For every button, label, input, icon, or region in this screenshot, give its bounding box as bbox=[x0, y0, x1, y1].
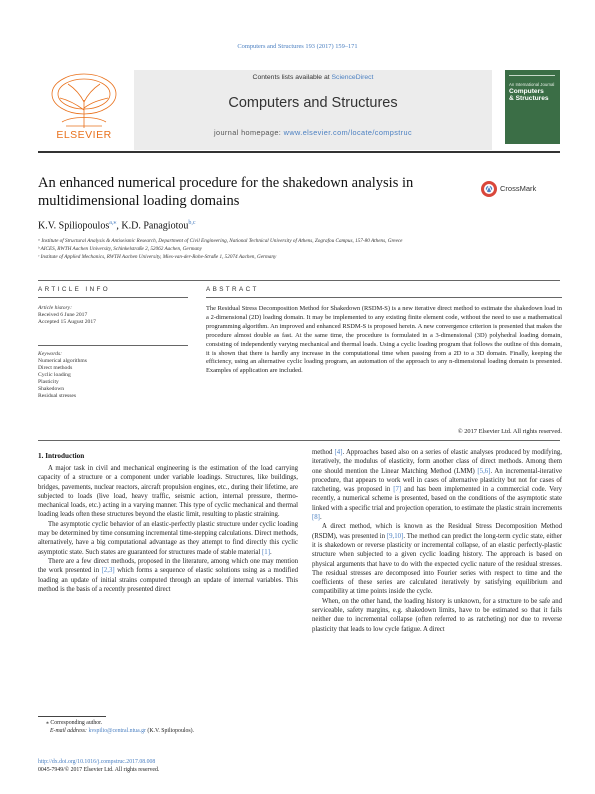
keywords-block bbox=[38, 351, 188, 400]
header-rule bbox=[38, 151, 560, 153]
abstract-text: The Residual Stress Decomposition Method for Shakedown (RSDM-S) is a new iterative direct method to estimate the shakedown load in a 2-dimensional (2D) loading domain. It may be implemented to any existing finite element code, without the need to use a mathematical programming algorithm. An improved and enhanced RSDM-S is proposed herein. A new convergence criterion is presented that makes the procedure almost double as fast. At the same time, the procedure is formulated in a 3-dimensional (3D) polyhedral loading domain, consisting of independently varying mechanical and thermal loads. Using a cyclic loading program that follows the outline of this domain, it is shown that there is hardly any increase in the computational time when passing from a 2D to a 3D domain. Finally, keeping the efficiency, using an alternative cyclic loading program, an automation of the approach to any n-dimensional loading domain is presented. Examples of application are included. bbox=[206, 305, 562, 375]
received-date: Received 6 June 2017 bbox=[38, 312, 88, 318]
paragraph-text: . An incremental-iterative procedure, that appears to work well in cases of alternative plasticity but not for cases of ratcheting, was proposed in bbox=[312, 467, 562, 494]
keywords-label: Keywords: bbox=[38, 351, 63, 357]
keyword: Shakedown bbox=[38, 386, 65, 392]
sciencedirect-link[interactable]: ScienceDirect bbox=[331, 74, 374, 81]
paragraph-text: and has been implemented in a commercial code. Very recently, a numerical scheme is presented, based on the conditions of the asymptotic state linked with a specific trial and projection operation, to estimate the plastic strain increments bbox=[312, 486, 562, 512]
keyword: Cyclic loading bbox=[38, 372, 71, 378]
keyword: Plasticity bbox=[38, 379, 59, 385]
footnote bbox=[38, 719, 298, 735]
email-link[interactable]: kvspilio@central.ntua.gr bbox=[88, 728, 146, 734]
paragraph: When, on the other hand, the loading history is unknown, for a structure to be safe and serviceable, safety margins, e.g. shakedown limits, have to be estimated so that it fails neither due to incremental collapse (often referred to as ratcheting) nor due to reverse plasticity that leads to low cycle fatigue. A direct bbox=[312, 597, 562, 633]
journal-reference[interactable]: Computers and Structures 193 (2017) 159–171 bbox=[237, 43, 358, 50]
cover-title-line-2: & Structures bbox=[509, 95, 549, 102]
citation-link[interactable]: [1] bbox=[262, 548, 270, 556]
footnote-rule bbox=[38, 716, 106, 717]
affiliation: ᶜ Institute of Applied Mechanics, RWTH Aachen University, Mies-van-der-Rohe-Straße 1, 52074 Aachen, Germany bbox=[38, 254, 277, 260]
section-rule bbox=[38, 440, 560, 441]
contents-prefix: Contents lists available at bbox=[252, 74, 332, 81]
citation-link[interactable]: [2,3] bbox=[101, 567, 115, 575]
section-heading-introduction: 1. Introduction bbox=[38, 452, 85, 460]
footnote-text: Corresponding author. bbox=[48, 720, 103, 726]
publisher-name: ELSEVIER bbox=[56, 129, 112, 141]
keywords-rule bbox=[38, 345, 188, 346]
affiliation: ᵇ AICES, RWTH Aachen University, Schinkelstraße 2, 52062 Aachen, Germany bbox=[38, 246, 202, 252]
contents-line bbox=[134, 74, 492, 81]
keyword: Residual stresses bbox=[38, 393, 77, 399]
author-list bbox=[38, 219, 196, 231]
homepage-link[interactable]: www.elsevier.com/locate/compstruc bbox=[283, 128, 413, 137]
paragraph-text: . Approaches based also on a series of elastic analyses produced by modifying, iteratively, the modulus of elasticity, form another class of direct methods. Among them one should mention the Linear Matching Method (LMM) bbox=[312, 449, 562, 475]
cover-subtitle: An International Journal bbox=[509, 82, 555, 87]
corresponding-author-note bbox=[38, 719, 298, 727]
doi-link[interactable]: http://dx.doi.org/10.1016/j.compstruc.2017.08.008 bbox=[38, 759, 156, 765]
citation-link[interactable]: [7] bbox=[393, 486, 402, 494]
left-column bbox=[38, 464, 298, 594]
footnote-mark: ⁎ bbox=[46, 720, 49, 726]
journal-cover-thumbnail bbox=[505, 70, 560, 144]
doi-block bbox=[38, 758, 298, 774]
abstract-copyright: © 2017 Elsevier Ltd. All rights reserved. bbox=[457, 428, 562, 435]
author-name[interactable]: K.D. Panagiotou bbox=[121, 220, 189, 232]
keyword: Numerical algorithms bbox=[38, 358, 87, 364]
paragraph-text: There are a few direct methods, proposed in the literature, among which one may mention the work presented in bbox=[38, 557, 298, 575]
accepted-date: Accepted 15 August 2017 bbox=[38, 319, 96, 325]
citation-link[interactable]: [5,6] bbox=[477, 467, 491, 475]
history-label: Article history: bbox=[38, 305, 73, 311]
section-rule bbox=[38, 280, 560, 281]
paragraph-text: A direct method, which is known as the Residual Stress Decomposition Method (RSDM), was presented in bbox=[312, 523, 562, 540]
crossmark-label[interactable]: CrossMark bbox=[500, 184, 537, 193]
paragraph-text: The asymptotic cyclic behavior of an elastic-perfectly plastic structure under cyclic loading may be determined by time consuming incremental time-stepping calculations. Direct methods, alternatively, have a big computational advantage as they attempt to find directly this cyclic asymptotic state. Such states are guaranteed for structures made of stable material bbox=[38, 520, 298, 556]
paragraph-text: which forms a sequence of elastic solutions using as a modified loading an update of initial strains computed through an update of internal variables. This method is the basis of a recently presented direct bbox=[38, 567, 298, 593]
issn-line: 0045-7949/© 2017 Elsevier Ltd. All rights reserved. bbox=[38, 767, 160, 773]
affiliation: ᵃ Institute of Structural Analysis & Antiseismic Research, Department of Civil Engineering, National Technical University of Athens, Zografou Campus, 157-80 Athens, Greece bbox=[38, 238, 403, 244]
article-info-rule bbox=[38, 297, 188, 298]
article-title-line-1: An enhanced numerical procedure for the shakedown analysis in bbox=[38, 175, 414, 191]
citation-link[interactable]: [8] bbox=[312, 514, 320, 522]
paragraph bbox=[312, 522, 562, 596]
abstract-rule bbox=[206, 297, 562, 298]
author-name[interactable]: K.V. Spiliopoulos bbox=[38, 220, 110, 232]
email-note bbox=[38, 727, 298, 735]
paragraph-text: . bbox=[319, 514, 322, 522]
article-title bbox=[38, 175, 478, 210]
paragraph bbox=[38, 520, 298, 557]
paragraph-text: method bbox=[312, 449, 335, 456]
journal-title: Computers and Structures bbox=[228, 95, 398, 111]
keyword: Direct methods bbox=[38, 365, 73, 371]
cover-title-line-1: Computers bbox=[509, 88, 544, 95]
cover-rule bbox=[509, 75, 555, 76]
journal-homepage-line bbox=[134, 128, 492, 137]
article-info-heading: ARTICLE INFO bbox=[38, 286, 111, 293]
email-suffix: (K.V. Spiliopoulos). bbox=[145, 728, 194, 734]
right-column bbox=[312, 448, 562, 634]
citation-link[interactable]: [4] bbox=[334, 449, 343, 456]
cover-title bbox=[509, 88, 557, 102]
paragraph-text: . The method can predict the long-term cyclic state, either it is shakedown or reverse plasticity or incremental collapse, of an elastic perfectly-plastic structure when subjected to a given cyclic loading history. The approach is based on physical arguments that have to do with the expected cyclic nature of the residual stresses. The residual stresses are decomposed into Fourier series with respect to time and the coefficients of these series are calculated iteratively by satisfying equilibrium and compatibility at time points inside the cycle. bbox=[312, 532, 562, 596]
article-title-line-2: multidimensional loading domains bbox=[38, 192, 240, 209]
homepage-prefix: journal homepage: bbox=[213, 128, 284, 137]
email-label: E-mail address: bbox=[50, 728, 89, 734]
article-history bbox=[38, 305, 188, 326]
paragraph-text: . bbox=[269, 548, 272, 556]
abstract-heading: ABSTRACT bbox=[206, 286, 259, 293]
author-separator: , bbox=[116, 220, 122, 232]
paragraph bbox=[38, 557, 298, 594]
citation-link[interactable]: [9,10] bbox=[386, 532, 404, 540]
author-affiliation-mark[interactable]: b,c bbox=[188, 220, 196, 226]
paragraph: A major task in civil and mechanical engineering is the estimation of the load carrying capacity of a structure or a component under variable loadings. Structures, like buildings, bridges, pavements, nuclear reactors, aircraft propulsion engines, etc., during their lifetime, are subjected to loads (live load, heavy traffic, seismic action, internal pressure, thermo-mechanical loads, etc.) acting in a varying manner. This type of cyclic mechanical and thermal loading leads often these structures beyond the elastic limit, resulting to plastic straining. bbox=[38, 465, 298, 519]
author-affiliation-mark[interactable]: a,⁎ bbox=[109, 220, 117, 226]
paragraph bbox=[312, 448, 562, 522]
